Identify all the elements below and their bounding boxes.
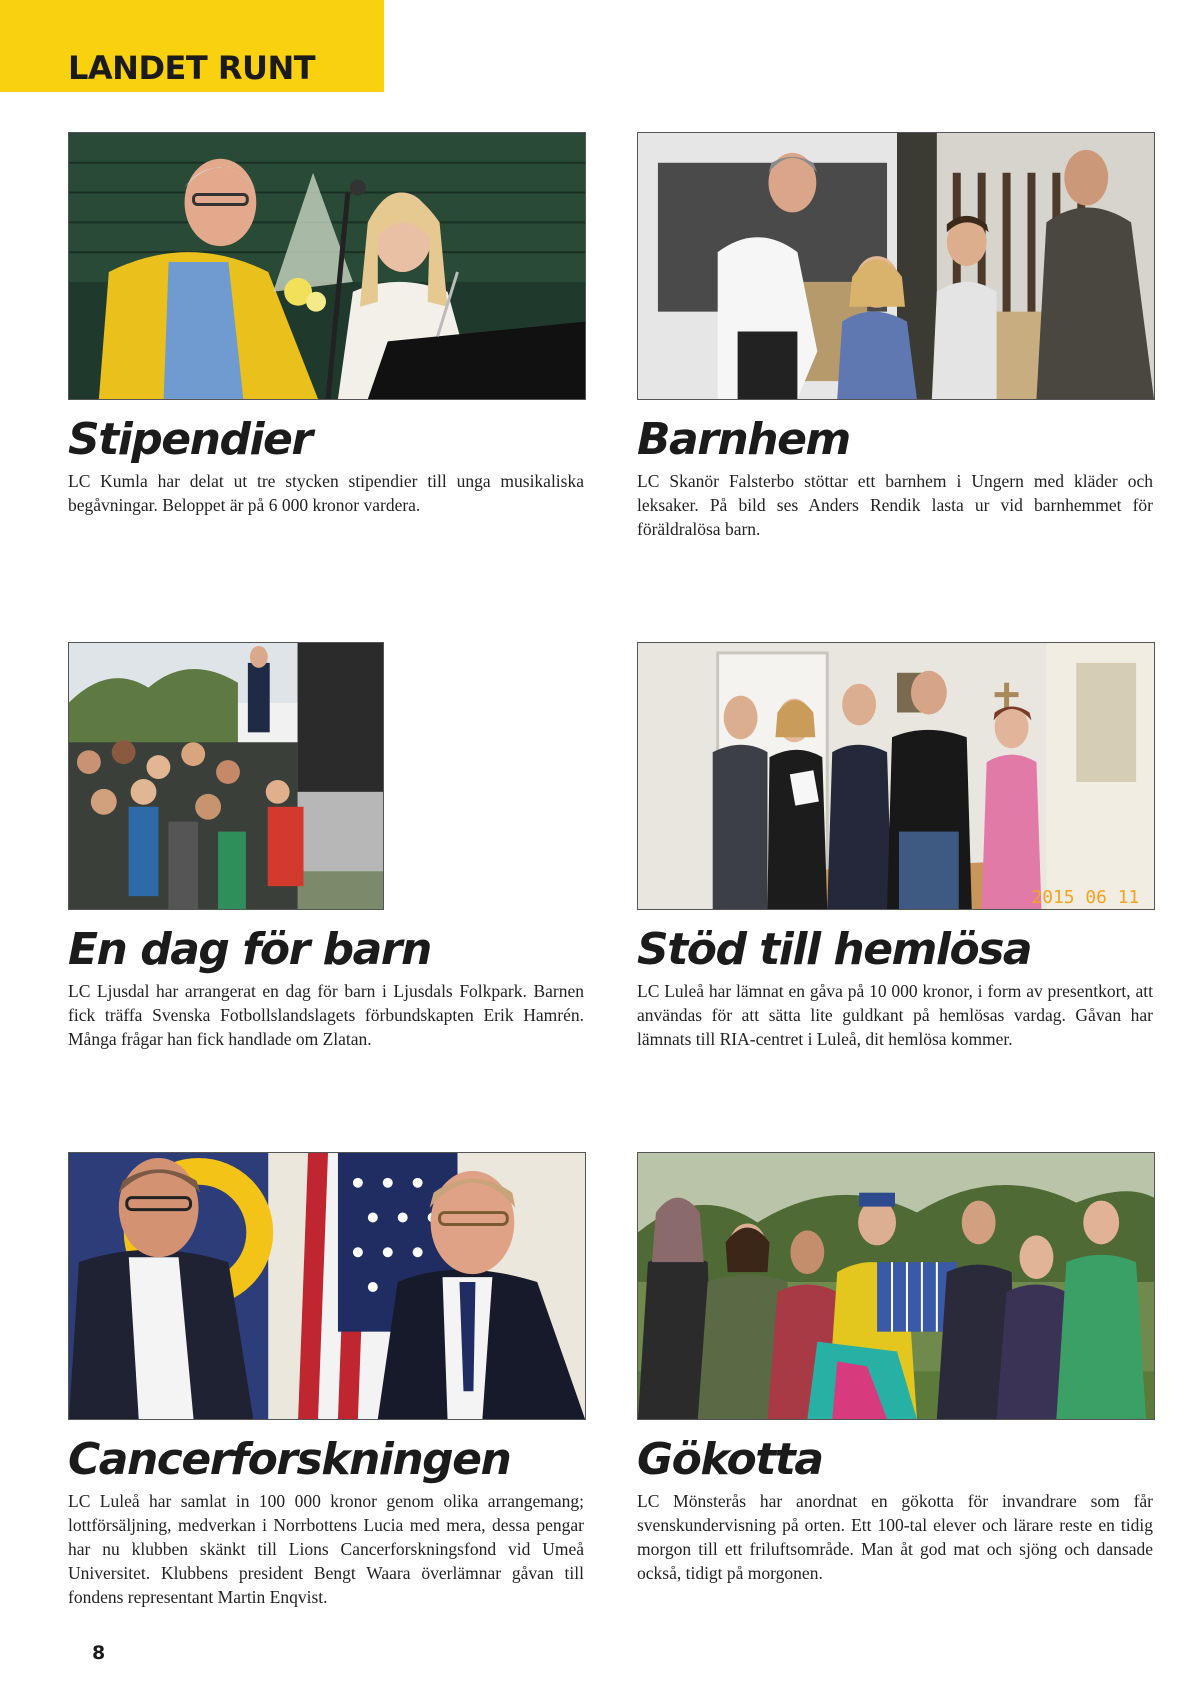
article-body-stod-till-hemlosa: LC Luleå har lämnat en gåva på 10 000 kronor, i form av presentkort, att användas för att sätta lite guldkant på hemlösas vardag. Gåvan har lämnats till RIA-centret i Luleå, dit hemlösa kommer.	[637, 981, 1153, 1049]
photo-date-stamp: 2015 06 11	[1031, 887, 1140, 909]
photo-en-dag-for-barn	[68, 642, 384, 910]
section-banner	[0, 0, 384, 92]
photo-cancerforskningen	[68, 1152, 586, 1420]
article-body-barnhem: LC Skanör Falsterbo stöttar ett barnhem i Ungern med kläder och leksaker. På bild ses Anders Rendik lasta ur vid barnhemmet för föräldralösa barn.	[637, 471, 1153, 539]
headline-stipendier: Stipendier	[68, 414, 312, 465]
headline-gokotta: Gökotta	[637, 1434, 823, 1485]
section-label: LANDET RUNT	[68, 49, 316, 87]
photo-gokotta	[637, 1152, 1155, 1420]
article-body-gokotta: LC Mönsterås har anordnat en gökotta för invandrare som får svenskundervisning på orten. Ett 100-tal elever och lärare reste en tidig morgon till ett friluftsområde. Man åt god mat och sjöng och dansade också, tidigt på morgonen.	[637, 1491, 1153, 1583]
headline-en-dag-for-barn: En dag för barn	[68, 924, 431, 975]
headline-barnhem: Barnhem	[637, 414, 850, 465]
photo-stipendier	[68, 132, 586, 400]
photo-barnhem	[637, 132, 1155, 400]
article-body-cancerforskningen: LC Luleå har samlat in 100 000 kronor genom olika arrangemang; lottförsäljning, medverkan i Norrbottens Lucia med mera, dessa pengar har nu klubben skänkt till Lions Cancerforskningsfond vid Umeå Universitet. Klubbens president Bengt Waara överlämnar gåvan till fondens representant Martin Enqvist.	[68, 1491, 584, 1607]
article-body-en-dag-for-barn: LC Ljusdal har arrangerat en dag för barn i Ljusdals Folkpark. Barnen fick träffa Svenska Fotbollslandslagets förbundskapten Erik Hamrén. Många frågar han fick handlade om Zlatan.	[68, 981, 584, 1049]
headline-cancerforskningen: Cancerforskningen	[68, 1434, 511, 1485]
page-number: 8	[92, 1642, 106, 1664]
headline-stod-till-hemlosa: Stöd till hemlösa	[637, 924, 1032, 975]
photo-stod-till-hemlosa	[637, 642, 1155, 910]
article-body-stipendier: LC Kumla har delat ut tre stycken stipendier till unga musikaliska begåvningar. Beloppet är på 6 000 kronor vardera.	[68, 471, 584, 515]
